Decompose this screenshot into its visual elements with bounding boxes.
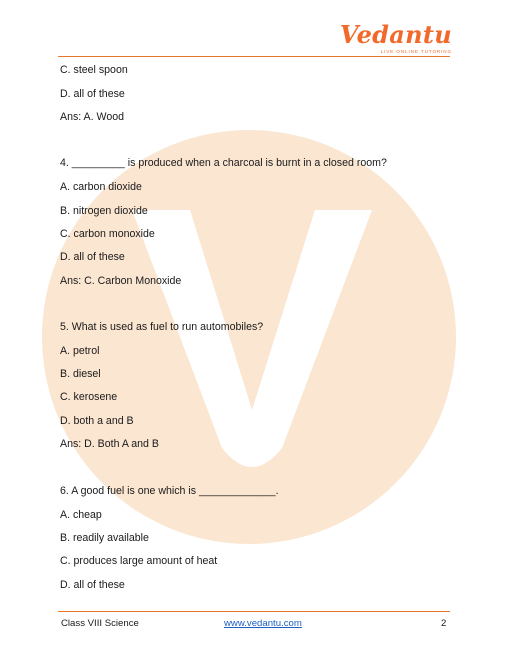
option-line: C. produces large amount of heat xyxy=(60,555,218,567)
footer-website-link[interactable]: www.vedantu.com xyxy=(224,618,302,629)
option-line: B. diesel xyxy=(60,368,101,380)
header-divider xyxy=(58,56,450,57)
option-line: A. carbon dioxide xyxy=(60,181,142,193)
vedantu-logo xyxy=(340,22,452,54)
answer-line: Ans: C. Carbon Monoxide xyxy=(60,275,182,287)
footer-class-label: Class VIII Science xyxy=(61,618,139,629)
answer-line: Ans: A. Wood xyxy=(60,111,124,123)
question-4: 4. _________ is produced when a charcoal is burnt in a closed room? xyxy=(60,157,387,169)
option-line: A. petrol xyxy=(60,345,100,357)
option-line: D. all of these xyxy=(60,88,125,100)
answer-line: Ans: D. Both A and B xyxy=(60,438,159,450)
option-line: C. steel spoon xyxy=(60,64,128,76)
option-line: A. cheap xyxy=(60,509,102,521)
option-line: B. nitrogen dioxide xyxy=(60,205,148,217)
question-6: 6. A good fuel is one which is _____________. xyxy=(60,485,279,497)
option-line: D. both a and B xyxy=(60,415,134,427)
question-5: 5. What is used as fuel to run automobiles? xyxy=(60,321,264,333)
option-line: C. carbon monoxide xyxy=(60,228,155,240)
option-line: B. readily available xyxy=(60,532,149,544)
option-line: D. all of these xyxy=(60,251,125,263)
page-number: 2 xyxy=(441,618,447,629)
option-line: D. all of these xyxy=(60,579,125,591)
option-line: C. kerosene xyxy=(60,391,118,403)
logo-tagline: LIVE ONLINE TUTORING xyxy=(380,49,452,54)
footer-divider xyxy=(58,611,450,612)
logo-wordmark: Vedantu xyxy=(339,20,452,49)
